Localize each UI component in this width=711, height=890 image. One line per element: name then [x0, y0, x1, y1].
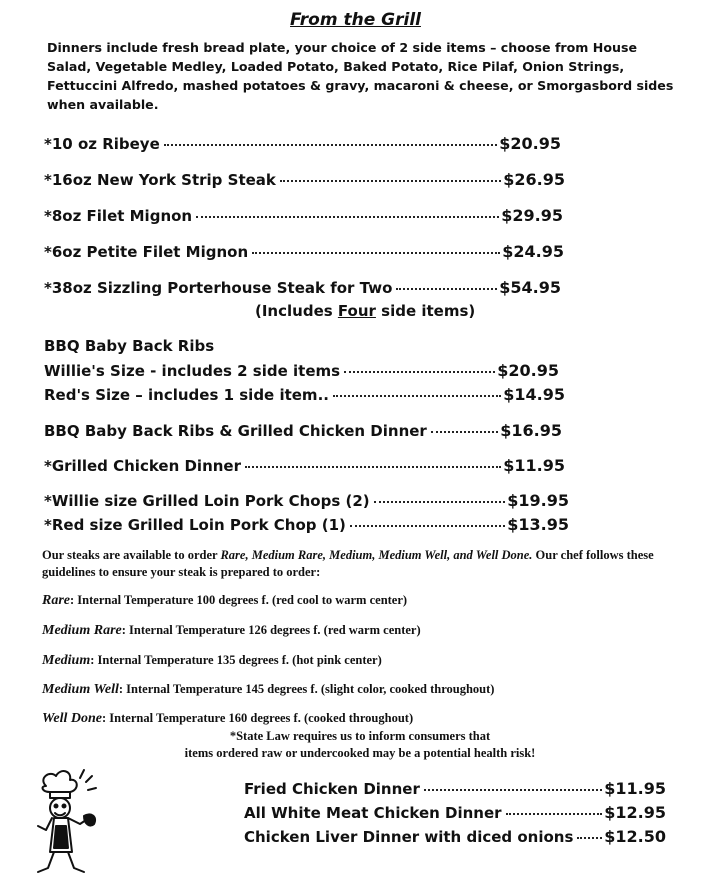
menu-item — [44, 278, 561, 297]
ribs-heading: BBQ Baby Back Ribs — [44, 337, 215, 355]
guide-intro-a: Our steaks are available to order — [42, 548, 221, 562]
doneness-name: Medium Well — [42, 682, 119, 697]
doneness-text: : Internal Temperature 100 degrees f. (red cool to warm center) — [70, 593, 408, 607]
menu-item — [244, 779, 666, 798]
item-price: $12.95 — [604, 803, 666, 822]
leader-dots — [374, 501, 506, 503]
leader-dots — [344, 371, 495, 373]
menu-item — [44, 170, 565, 189]
menu-item — [44, 515, 569, 534]
item-price: $24.95 — [502, 242, 564, 261]
item-name: *Willie size Grilled Loin Pork Chops (2) — [44, 492, 370, 510]
note-prefix: (Includes — [255, 302, 338, 320]
leader-dots — [577, 837, 602, 839]
doneness-line — [42, 682, 494, 698]
leader-dots — [196, 216, 499, 218]
menu-item — [44, 361, 559, 380]
item-name: *Grilled Chicken Dinner — [44, 457, 241, 475]
item-name: *10 oz Ribeye — [44, 135, 160, 153]
leader-dots — [431, 431, 498, 433]
doneness-text: : Internal Temperature 160 degrees f. (cooked throughout) — [102, 711, 414, 725]
state-law-line1: *State Law requires us to inform consumers that — [229, 729, 491, 743]
leader-dots — [252, 252, 500, 254]
leader-dots — [424, 789, 602, 791]
item-name: BBQ Baby Back Ribs & Grilled Chicken Dinner — [44, 422, 427, 440]
state-law-line2: items ordered raw or undercooked may be a potential health risk! — [184, 746, 536, 760]
item-name: Red's Size – includes 1 side item.. — [44, 386, 329, 404]
guide-intro-b: Our chef follows these guidelines to ensure your steak is prepared to order: — [42, 548, 654, 579]
item-price: $54.95 — [499, 278, 561, 297]
item-price: $12.50 — [604, 827, 666, 846]
dinner-intro: Dinners include fresh bread plate, your choice of 2 side items – choose from House Salad, Vegetable Medley, Loaded Potato, Baked Potato, Rice Pilaf, Onion Strings, Fettuccini Alfredo, mashed potatoes & gravy, macaroni & cheese, or Smorgasbord sides when available. — [47, 40, 674, 112]
leader-dots — [245, 466, 501, 468]
leader-dots — [333, 395, 501, 397]
state-law-notice — [100, 728, 620, 762]
leader-dots — [506, 813, 603, 815]
item-name: *8oz Filet Mignon — [44, 207, 193, 225]
doneness-line — [42, 711, 413, 727]
note-suffix: side items) — [375, 302, 476, 320]
doneness-text: : Internal Temperature 126 degrees f. (red warm center) — [121, 623, 421, 637]
item-name: *Red size Grilled Loin Pork Chop (1) — [44, 516, 346, 534]
doneness-text: : Internal Temperature 145 degrees f. (slight color, cooked throughout) — [118, 682, 495, 696]
menu-item — [244, 803, 666, 822]
item-name: Chicken Liver Dinner with diced onions — [244, 828, 574, 846]
item-price: $20.95 — [499, 134, 561, 153]
item-name: Willie's Size - includes 2 side items — [44, 362, 341, 380]
item-price: $13.95 — [507, 515, 569, 534]
item-name: *16oz New York Strip Steak — [44, 171, 276, 189]
item-price: $11.95 — [503, 456, 565, 475]
steak-guide-intro — [42, 547, 682, 581]
doneness-name: Medium Rare — [42, 623, 122, 638]
doneness-name: Well Done — [42, 711, 103, 726]
note-underlined: Four — [337, 302, 376, 320]
item-name: *38oz Sizzling Porterhouse Steak for Two — [44, 279, 393, 297]
doneness-line — [42, 653, 382, 669]
item-price: $16.95 — [500, 421, 562, 440]
leader-dots — [396, 288, 497, 290]
menu-item — [244, 827, 666, 846]
menu-item — [44, 456, 565, 475]
item-name: All White Meat Chicken Dinner — [244, 804, 502, 822]
menu-item — [44, 134, 561, 153]
leader-dots — [164, 144, 497, 146]
menu-item — [44, 421, 562, 440]
doneness-text: : Internal Temperature 135 degrees f. (hot pink center) — [90, 653, 382, 667]
porterhouse-note — [255, 302, 475, 320]
item-price: $26.95 — [503, 170, 565, 189]
item-price: $20.95 — [497, 361, 559, 380]
menu-item — [44, 242, 564, 261]
item-name: Fried Chicken Dinner — [244, 780, 420, 798]
item-price: $19.95 — [507, 491, 569, 510]
item-price: $29.95 — [501, 206, 563, 225]
guide-intro-italic: Rare, Medium Rare, Medium, Medium Well, and Well Done. — [220, 548, 533, 562]
menu-item — [44, 385, 565, 404]
chef-clipart-icon — [28, 768, 108, 878]
menu-item — [44, 491, 569, 510]
leader-dots — [350, 525, 505, 527]
item-name: *6oz Petite Filet Mignon — [44, 243, 249, 261]
doneness-line — [42, 623, 421, 639]
item-price: $14.95 — [503, 385, 565, 404]
doneness-name: Rare — [42, 593, 70, 608]
section-title: From the Grill — [290, 10, 421, 30]
menu-item — [44, 206, 563, 225]
leader-dots — [280, 180, 501, 182]
item-price: $11.95 — [604, 779, 666, 798]
doneness-line — [42, 593, 407, 609]
doneness-name: Medium — [42, 653, 91, 668]
